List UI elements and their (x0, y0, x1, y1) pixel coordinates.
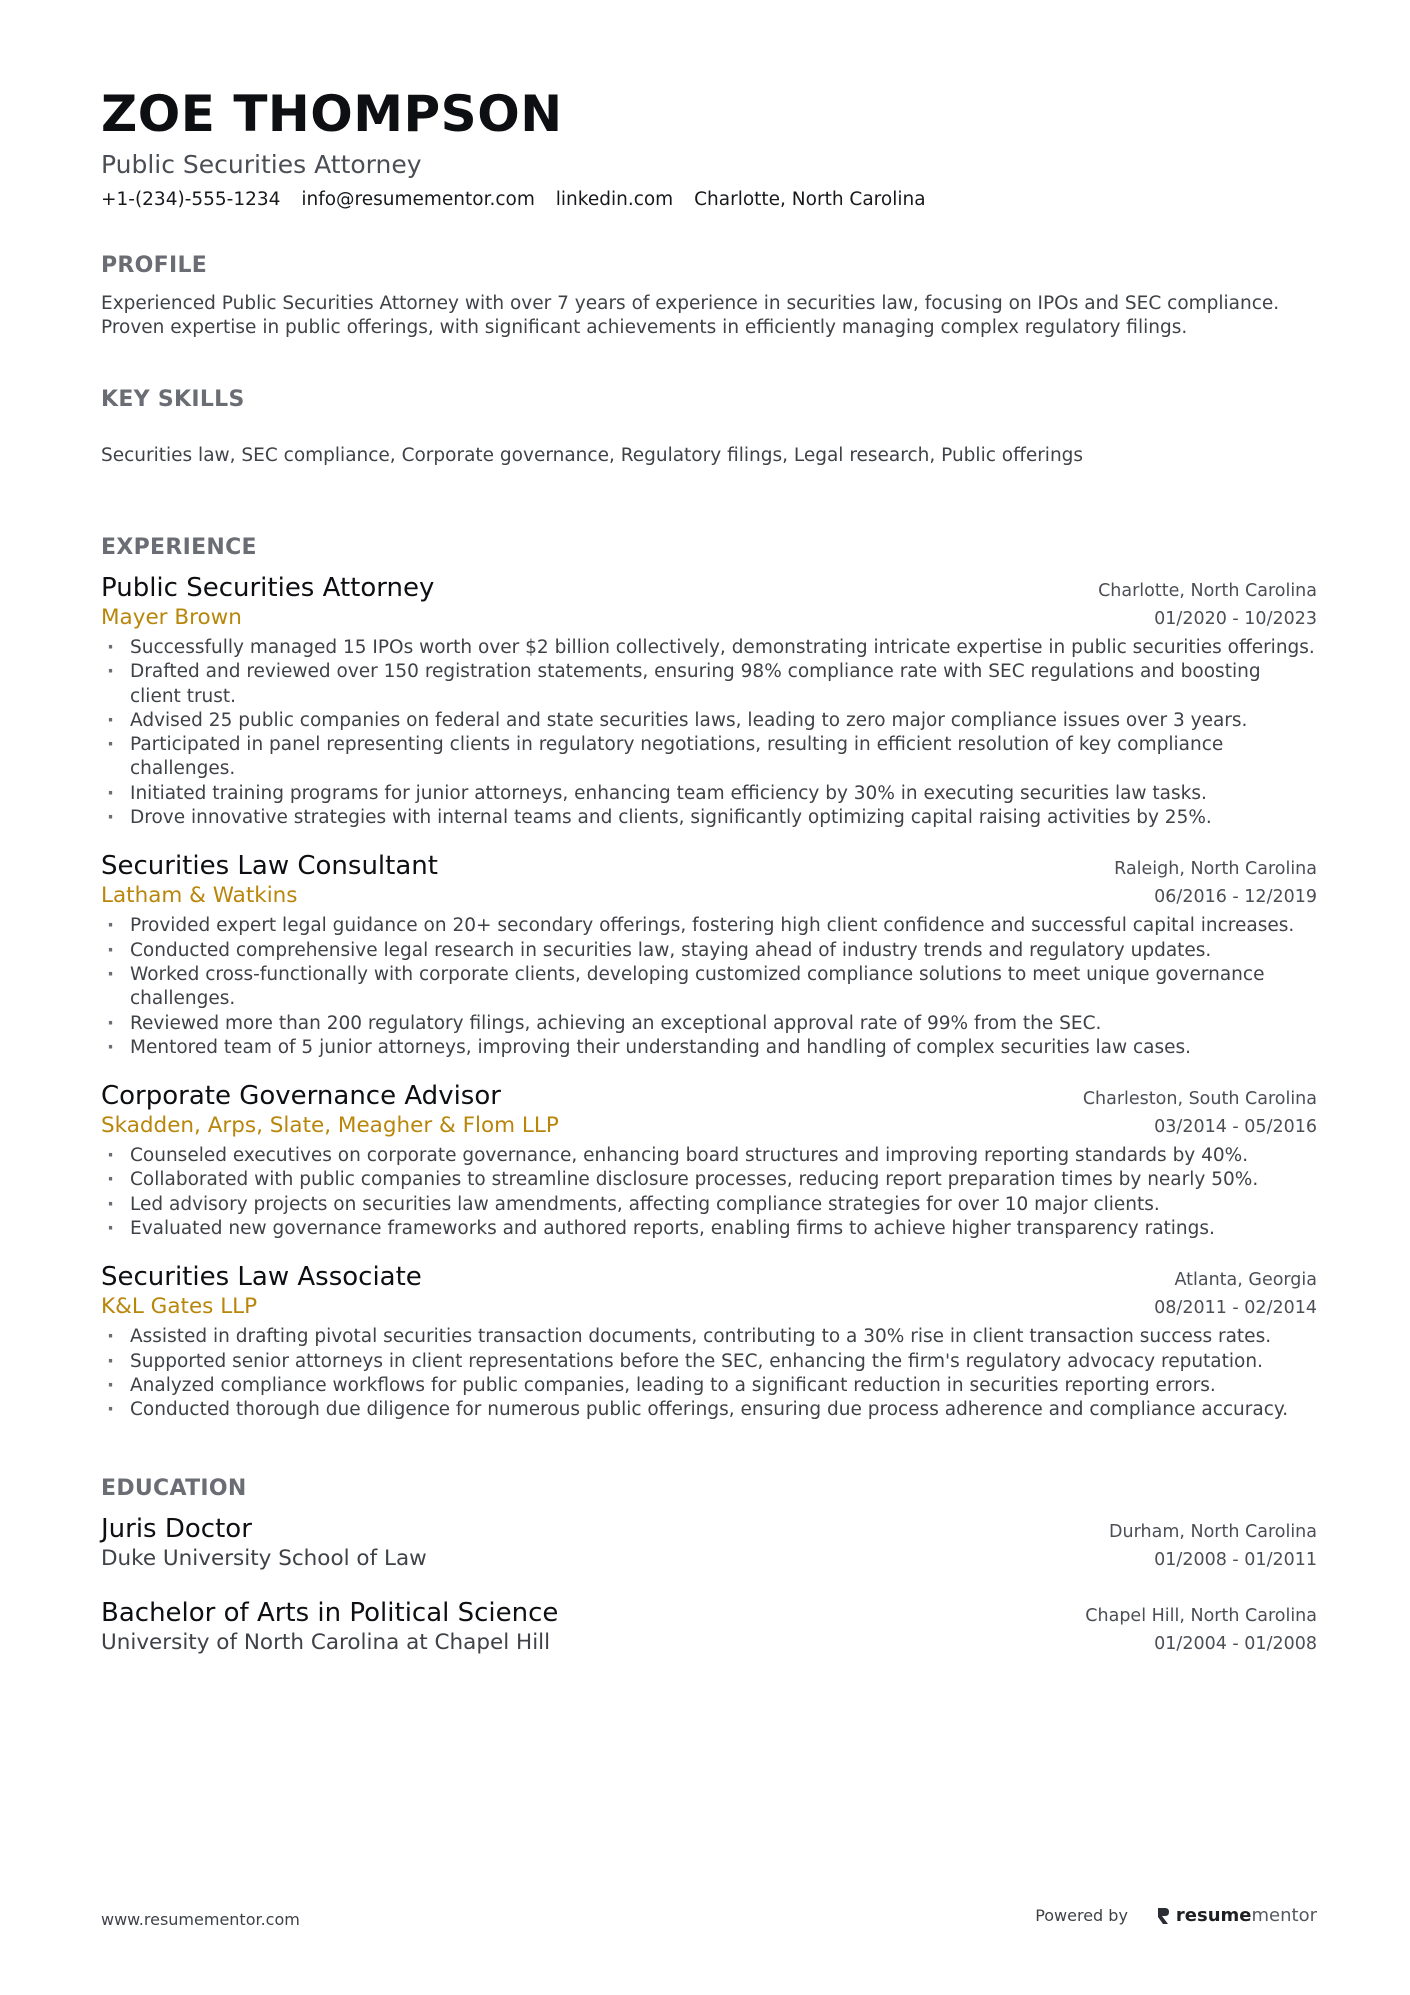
brand-name-light: mentor (1251, 1905, 1317, 1926)
candidate-name: ZOE THOMPSON (101, 85, 563, 143)
job-bullet: · Supported senior attorneys in client representations before the SEC, enhancing the firm's regulatory advocacy reputation. (101, 1350, 1317, 1374)
skills-text: Securities law, SEC compliance, Corporate governance, Regulatory filings, Legal research, Public offerings (101, 445, 1084, 466)
job-bullet: · Evaluated new governance frameworks and authored reports, enabling firms to achieve higher transparency ratings. (101, 1217, 1317, 1241)
profile-text: Experienced Public Securities Attorney with over 7 years of experience in securities law, focusing on IPOs and SEC compliance. Proven expertise in public offerings, with significant achievements in efficiently managing complex regulatory filings. (101, 293, 1280, 338)
job-bullet: · Analyzed compliance workflows for public companies, leading to a significant reduction in securities reporting errors. (101, 1374, 1317, 1398)
contact-linkedin[interactable]: linkedin.com (555, 189, 674, 210)
job-bullet: · Drafted and reviewed over 150 registration statements, ensuring 98% compliance rate with SEC regulations and boosting client trust. (101, 660, 1317, 709)
school-name: University of North Carolina at Chapel Hill (101, 1629, 551, 1655)
job-bullet: · Collaborated with public companies to streamline disclosure processes, reducing report preparation times by nearly 50%. (101, 1168, 1317, 1192)
job-title: Corporate Governance Advisor (101, 1081, 501, 1112)
job-bullet: · Led advisory projects on securities law amendments, affecting compliance strategies for over 10 major clients. (101, 1193, 1317, 1217)
job-bullet: · Drove innovative strategies with internal teams and clients, significantly optimizing capital raising activities by 25%. (101, 806, 1317, 830)
job-location: Raleigh, North Carolina (1114, 859, 1317, 880)
job-bullet: · Worked cross-functionally with corporate clients, developing customized compliance solutions to meet unique governance challenges. (101, 963, 1317, 1012)
job-location: Atlanta, Georgia (1174, 1270, 1317, 1291)
education-dates: 01/2008 - 01/2011 (1154, 1549, 1317, 1570)
job-title: Securities Law Associate (101, 1262, 422, 1293)
contact-email[interactable]: info@resumementor.com (301, 189, 535, 210)
job-bullet: · Conducted thorough due diligence for numerous public offerings, ensuring due process adherence and compliance accuracy. (101, 1398, 1317, 1422)
resumementor-logo-icon (1156, 1907, 1170, 1925)
job-bullets (101, 1325, 1317, 1422)
job-company: Latham & Watkins (101, 883, 298, 909)
contact-location: Charlotte, North Carolina (694, 189, 926, 210)
job-entry (101, 850, 1317, 1060)
skills-heading: KEY SKILLS (101, 387, 245, 412)
footer-branding (1035, 1905, 1317, 1926)
job-bullets (101, 1144, 1317, 1241)
education-location: Durham, North Carolina (1109, 1521, 1317, 1542)
job-bullet: · Participated in panel representing clients in regulatory negotiations, resulting in efficient resolution of key compliance challenges. (101, 733, 1317, 782)
job-entry (101, 572, 1317, 830)
footer-website[interactable]: www.resumementor.com (101, 1910, 300, 1929)
education-location: Chapel Hill, North Carolina (1085, 1605, 1317, 1626)
education-entry (101, 1597, 1317, 1657)
experience-heading: EXPERIENCE (101, 535, 257, 560)
job-company: Mayer Brown (101, 605, 242, 630)
job-bullet: · Counseled executives on corporate governance, enhancing board structures and improving reporting standards by 40%. (101, 1144, 1317, 1168)
school-name: Duke University School of Law (101, 1545, 427, 1571)
resume-page (101, 0, 1317, 1657)
powered-by-label: Powered by (1035, 1906, 1128, 1925)
job-dates: 06/2016 - 12/2019 (1154, 887, 1317, 908)
contact-phone: +1-(234)-555-1234 (101, 189, 281, 210)
degree: Bachelor of Arts in Political Science (101, 1597, 559, 1628)
job-bullet: · Successfully managed 15 IPOs worth over $2 billion collectively, demonstrating intricate expertise in public securities offerings. (101, 636, 1317, 660)
education-entry (101, 1513, 1317, 1573)
job-dates: 01/2020 - 10/2023 (1154, 609, 1317, 629)
degree: Juris Doctor (101, 1513, 252, 1544)
job-entry (101, 1080, 1317, 1241)
job-bullets (101, 914, 1317, 1060)
job-dates: 08/2011 - 02/2014 (1154, 1298, 1317, 1319)
brand-name-bold: resume (1175, 1905, 1252, 1926)
job-bullet: · Reviewed more than 200 regulatory filings, achieving an exceptional approval rate of 99% from the SEC. (101, 1012, 1317, 1036)
job-bullet: · Conducted comprehensive legal research in securities law, staying ahead of industry trends and regulatory updates. (101, 939, 1317, 963)
job-title: Public Securities Attorney (101, 573, 435, 603)
job-location: Charlotte, North Carolina (1098, 581, 1317, 601)
job-bullet: · Initiated training programs for junior attorneys, enhancing team efficiency by 30% in executing securities law tasks. (101, 782, 1317, 806)
profile-heading: PROFILE (101, 253, 208, 278)
job-location: Charleston, South Carolina (1082, 1089, 1317, 1110)
education-heading: EDUCATION (101, 1475, 247, 1501)
job-bullet: · Advised 25 public companies on federal and state securities laws, leading to zero major compliance issues over 3 years. (101, 709, 1317, 733)
job-bullet: · Provided expert legal guidance on 20+ secondary offerings, fostering high client confidence and successful capital increases. (101, 914, 1317, 938)
job-bullets (101, 636, 1317, 830)
job-bullet: · Assisted in drafting pivotal securities transaction documents, contributing to a 30% rise in client transaction success rates. (101, 1325, 1317, 1349)
education-dates: 01/2004 - 01/2008 (1154, 1633, 1317, 1654)
job-dates: 03/2014 - 05/2016 (1154, 1117, 1317, 1138)
resumementor-logo[interactable] (1156, 1905, 1317, 1926)
job-company: K&L Gates LLP (101, 1294, 258, 1320)
job-entry (101, 1261, 1317, 1422)
candidate-title: Public Securities Attorney (101, 150, 422, 179)
job-company: Skadden, Arps, Slate, Meagher & Flom LLP (101, 1113, 559, 1139)
contact-line (101, 188, 1317, 212)
job-bullet: · Mentored team of 5 junior attorneys, improving their understanding and handling of complex securities law cases. (101, 1036, 1317, 1060)
job-title: Securities Law Consultant (101, 851, 438, 882)
